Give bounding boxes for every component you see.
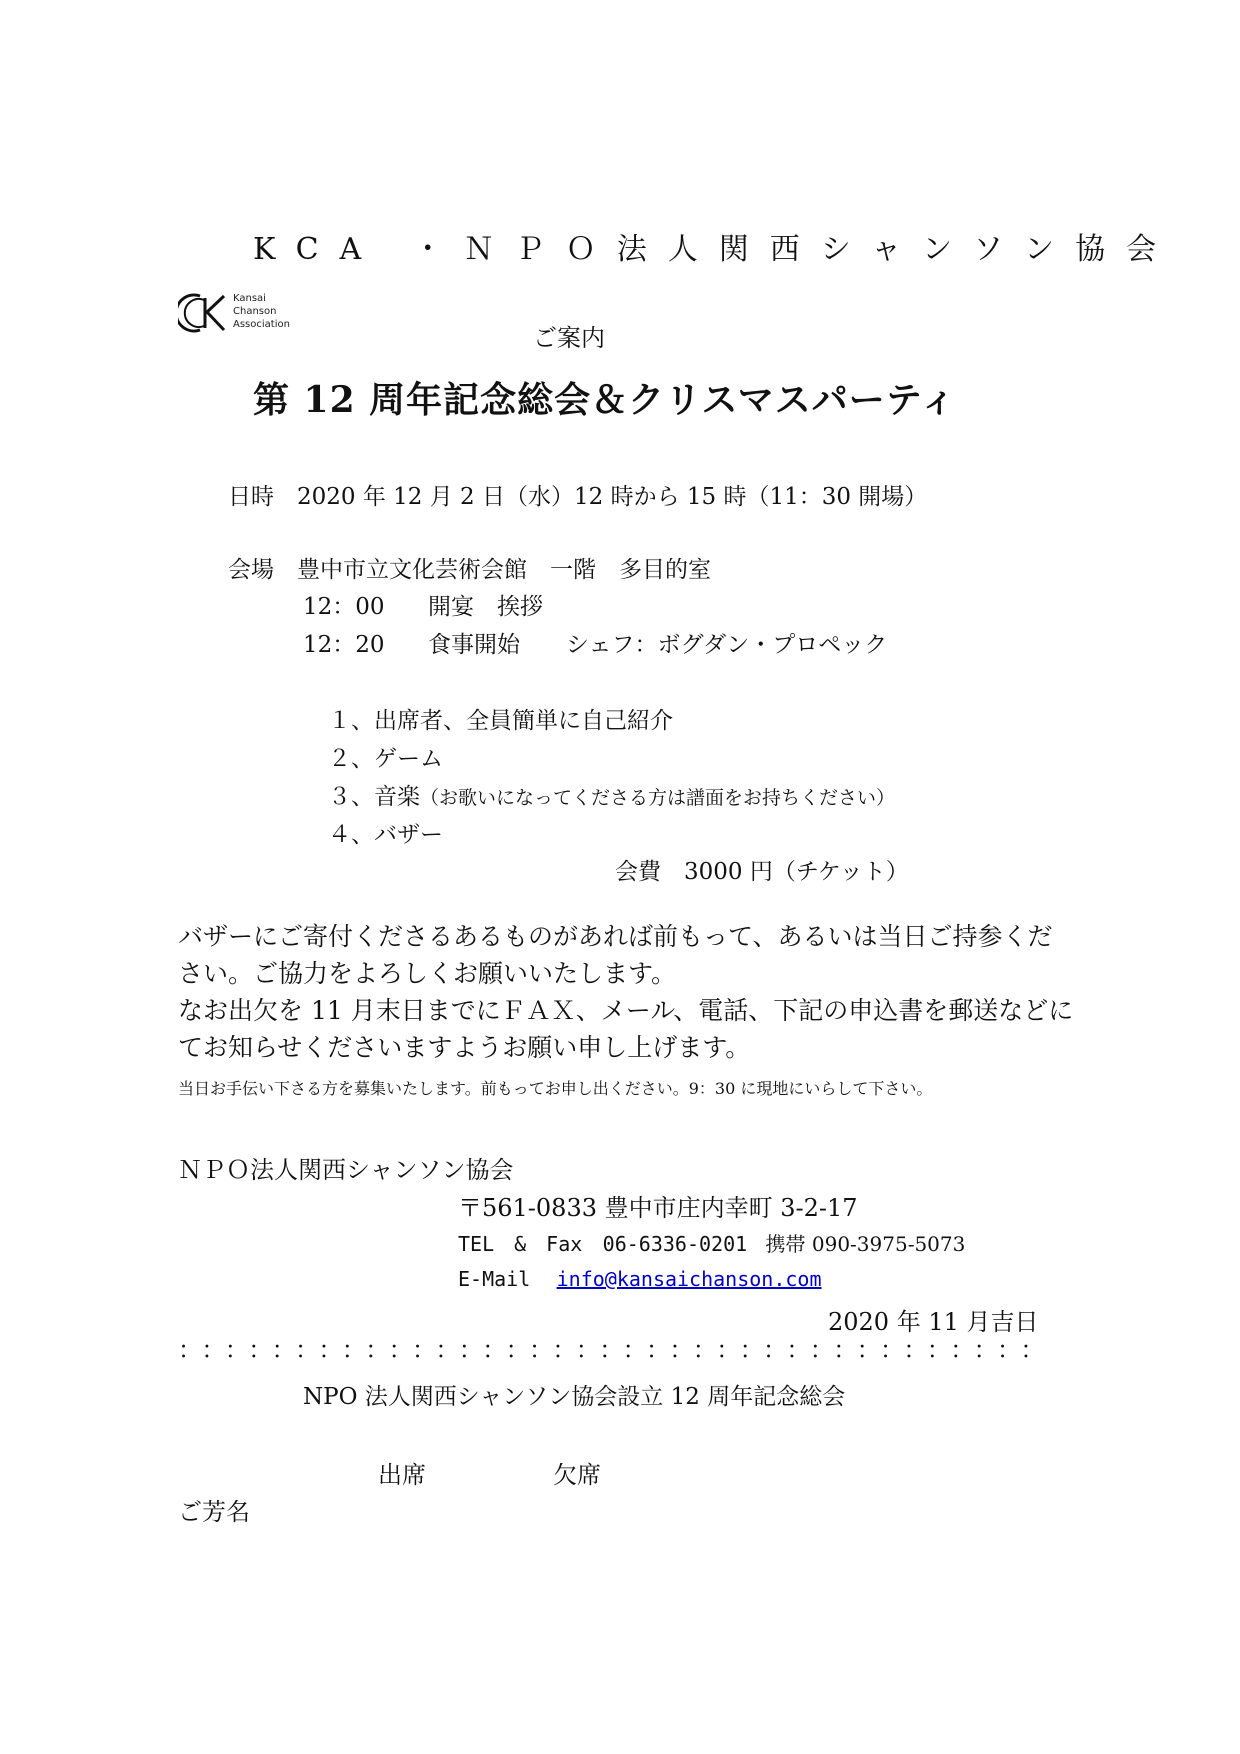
organization-header: KCA ・ＮＰＯ法人関西シャンソン協会	[253, 232, 1178, 267]
email-link[interactable]: info@kansaichanson.com	[556, 1267, 822, 1291]
logo-text	[233, 292, 290, 331]
contact-phone-line	[458, 1228, 965, 1257]
notice-line-1: バザーにご寄付くださるあるものがあれば前もって、あるいは当日ご持参くだ	[178, 922, 1053, 951]
notice-line-4: てお知らせくださいますようお願い申し上げます。	[178, 1033, 751, 1062]
name-field-label: ご芳名	[178, 1498, 250, 1526]
attend-option[interactable]: 出席	[378, 1461, 426, 1489]
program-item-2: ２、ゲーム	[328, 746, 443, 772]
notice-paragraph	[178, 918, 1074, 1066]
contact-email-line	[458, 1267, 822, 1291]
issue-date: 2020 年 11 月吉日	[828, 1308, 1039, 1336]
cut-line-separator: ：：：：：：：：：：：：：：：：：：：：：：：：：：：：：：：：：：：：：	[178, 1336, 1056, 1364]
contact-organization: ＮＰＯ法人関西シャンソン協会	[178, 1156, 514, 1184]
kca-logo-mark-icon	[178, 290, 234, 336]
program-item-3-note: （お歌いになってくださる方は譜面をお持ちください）	[420, 787, 896, 809]
guide-heading: ご案内	[533, 324, 605, 352]
schedule-text-2: 食事開始 シェフ：ボグダン・プロペック	[428, 632, 888, 658]
event-datetime: 日時 2020 年 12 月 2 日（水）12 時から 15 時（11：30 開場）	[228, 484, 928, 510]
notice-line-2: さい。ご協力をよろしくお願いいたします。	[178, 959, 677, 988]
reply-form-title: NPO 法人関西シャンソン協会設立 12 周年記念総会	[303, 1384, 846, 1410]
program-item-1: １、出席者、全員簡単に自己紹介	[328, 708, 673, 734]
volunteer-note: 当日お手伝い下さる方を募集いたします。前もってお申し出ください。9：30 に現地にいらして下さい。	[178, 1079, 933, 1098]
tel-fax-label: TEL & Fax	[458, 1232, 583, 1256]
mobile-number: 携帯 090-3975-5073	[765, 1232, 966, 1256]
schedule-text-1: 開宴 挨拶	[428, 594, 543, 620]
schedule-time-1: 12：00	[303, 594, 385, 620]
program-item-3	[328, 778, 895, 811]
program-item-4: ４、バザー	[328, 822, 443, 848]
event-fee: 会費 3000 円（チケット）	[615, 859, 909, 885]
schedule-time-2: 12：20	[303, 632, 385, 658]
logo-line-1: Kansai	[233, 293, 266, 304]
event-title: 第 12 周年記念総会＆クリスマスパーティ	[253, 379, 957, 421]
kca-logo	[178, 290, 298, 336]
event-venue: 会場 豊中市立文化芸術会館 一階 多目的室	[228, 557, 711, 583]
program-item-3-label: ３、音楽	[328, 784, 420, 810]
absent-option[interactable]: 欠席	[553, 1461, 601, 1489]
logo-line-3: Association	[233, 319, 290, 330]
contact-address: 〒561-0833 豊中市庄内幸町 3-2-17	[458, 1194, 858, 1222]
tel-fax-number: 06-6336-0201	[602, 1232, 748, 1256]
email-label: E-Mail	[458, 1267, 531, 1291]
logo-line-2: Chanson	[233, 306, 277, 317]
notice-line-3: なお出欠を 11 月末日までにＦＡＸ、メール、電話、下記の申込書を郵送などに	[178, 996, 1074, 1025]
